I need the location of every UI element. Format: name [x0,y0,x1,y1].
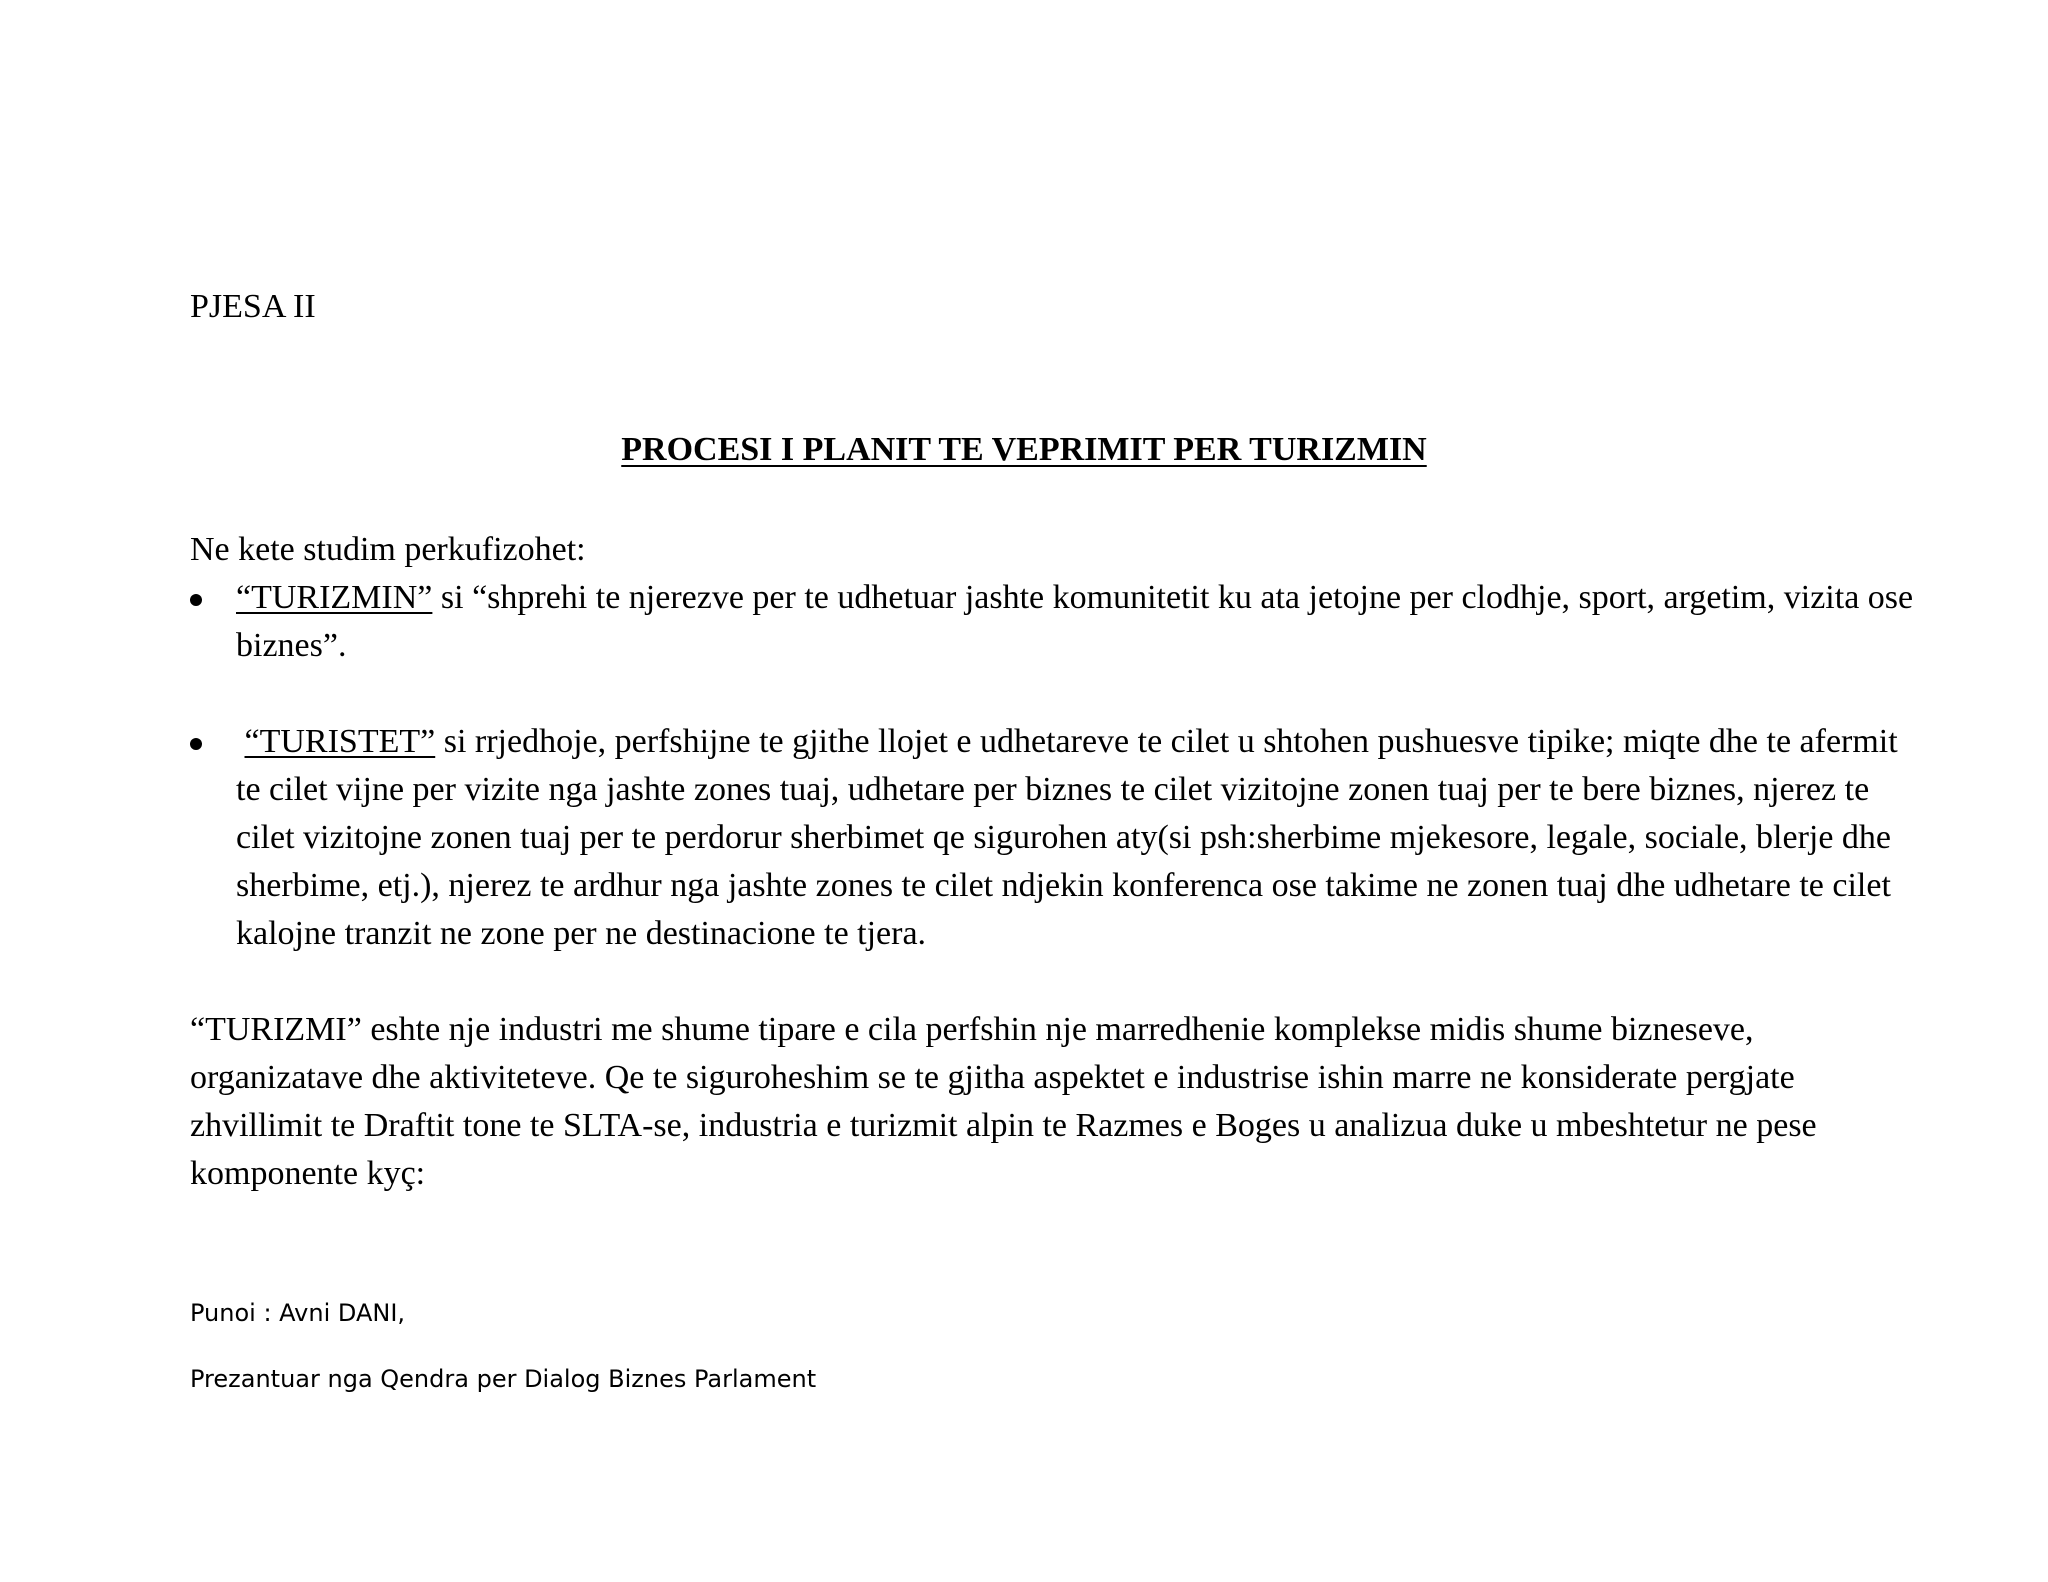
definition-list [190,574,1930,958]
bullet-icon [190,738,202,750]
definition-item-turistet [190,718,1930,958]
document-title: PROCESI I PLANIT TE VEPRIMIT PER TURIZMIN [621,431,1427,468]
definition-term: “TURIZMIN” [236,579,433,616]
bullet-icon [190,594,202,606]
definition-text [236,574,1930,670]
presenter-credit: Prezantuar nga Qendra per Dialog Biznes Parlament [190,1365,817,1393]
definition-body: si “shprehi te njerezve per te udhetuar jashte komunitetit ku ata jetojne per clodhje, sport, argetim, vizita ose biznes”. [236,579,1914,664]
intro-text: Ne kete studim perkufizohet: [190,531,586,568]
author-credit: Punoi : Avni DANI, [190,1299,406,1327]
definition-item-turizmin [190,574,1930,670]
definition-term: “TURISTET” [244,723,436,760]
section-label: PJESA II [190,288,316,325]
body-paragraph: “TURIZMI” eshte nje industri me shume tipare e cila perfshin nje marredhenie komplekse midis shume bizneseve, organizatave dhe aktiviteteve. Qe te siguroheshim se te gjitha aspektet e industrise ishin marre ne konsiderate pergjate zhvillimit te Draftit tone te SLTA-se, industria e turizmit alpin te Razmes e Boges u analizua duke u mbeshtetur ne pese komponente kyç: [190,1011,1817,1192]
definition-text [236,718,1930,958]
definition-body: si rrjedhoje, perfshijne te gjithe llojet e udhetareve te cilet u shtohen pushuesve tipike; miqte dhe te afermit te cilet vijne per vizite nga jashte zones tuaj, udhetare per biznes te cilet vizitojne zonen tuaj per te bere biznes, njerez te cilet vizitojne zonen tuaj per te perdorur sherbimet qe sigurohen aty(si psh:sherbime mjekesore, legale, sociale, blerje dhe sherbime, etj.), njerez te ardhur nga jashte zones te cilet ndjekin konferenca ose takime ne zonen tuaj dhe udhetare te cilet kalojne tranzit ne zone per ne destinacione te tjera. [236,723,1898,952]
